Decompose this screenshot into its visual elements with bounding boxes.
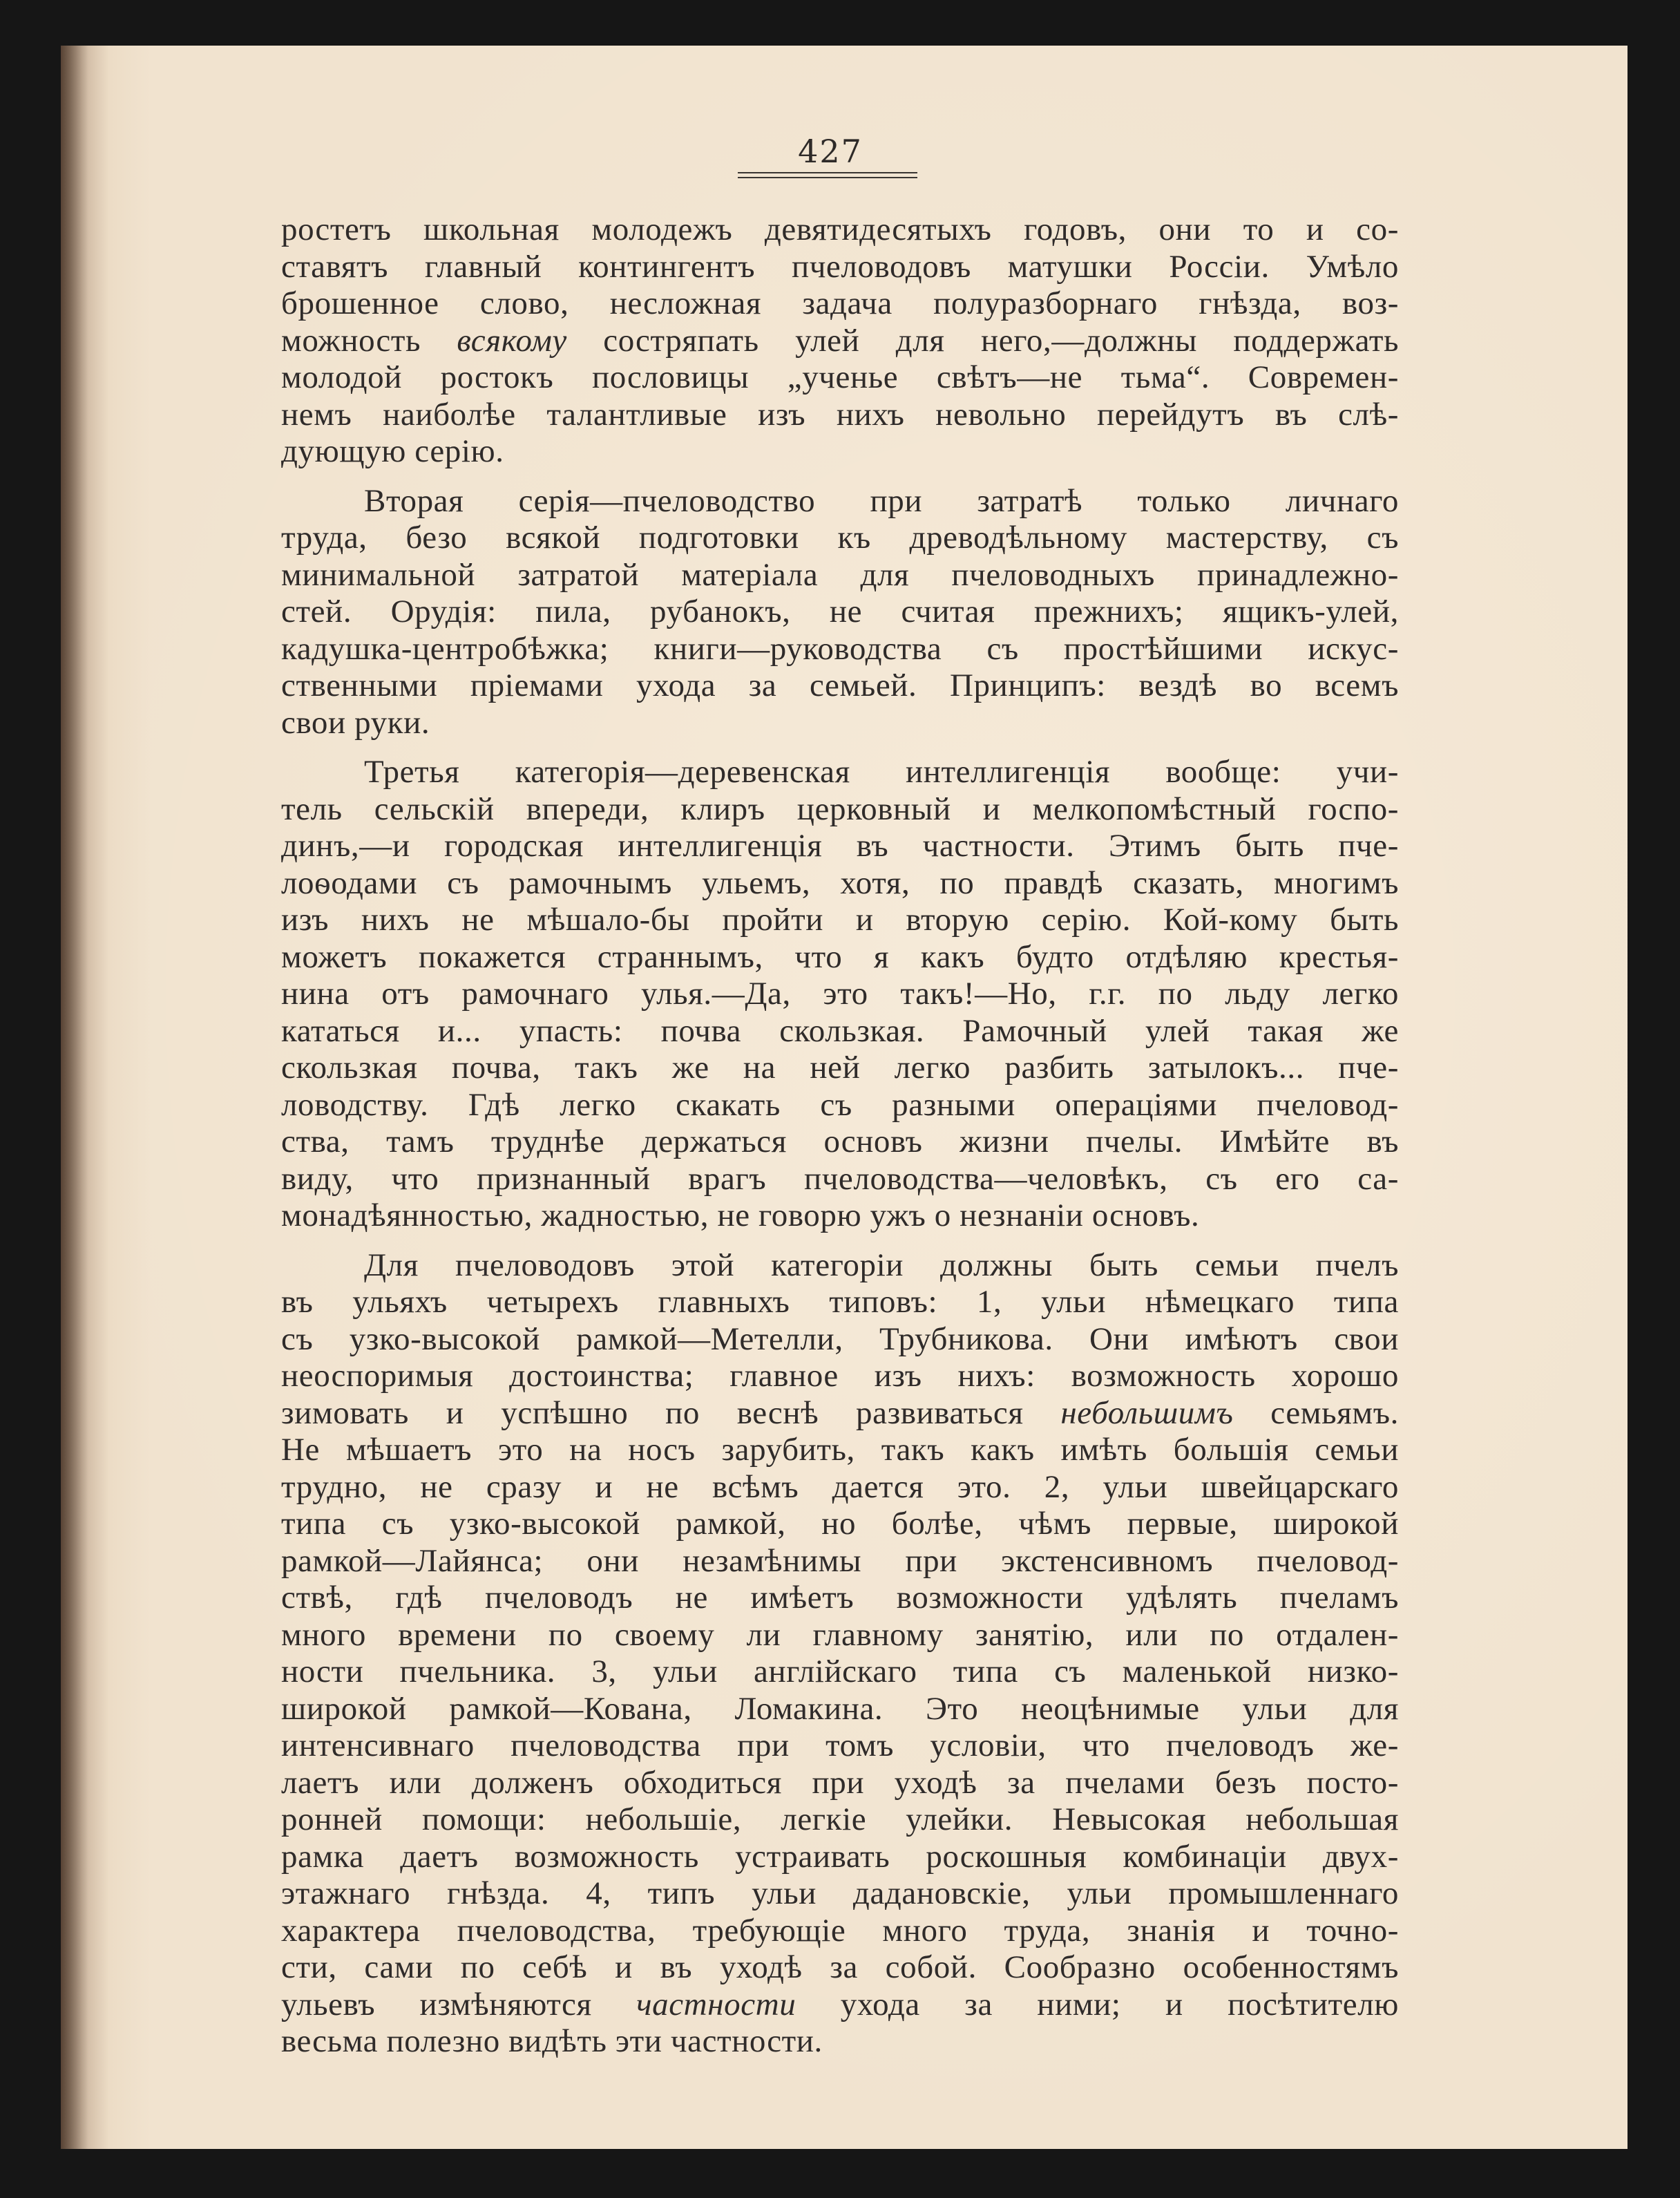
text-line xyxy=(281,1543,1399,1580)
text-line xyxy=(281,631,1399,668)
text-run: много времени по своему ли главному занятію, или по отдален- xyxy=(281,1616,1399,1653)
text-run: Не мѣшаетъ это на носъ зарубить, такъ какъ имѣть большія семьи xyxy=(281,1432,1399,1468)
text-run: Третья категорія—деревенская интеллигенція вообще: учи- xyxy=(364,754,1399,790)
text-run: брошенное слово, несложная задача полуразборнаго гнѣзда, воз- xyxy=(281,285,1399,321)
text-run: ства, тамъ труднѣе держаться основъ жизни пчелы. Имѣйте въ xyxy=(281,1124,1399,1159)
text-run: рамкой—Лайянса; они незамѣнимы при экстенсивномъ пчеловод- xyxy=(281,1542,1399,1579)
page-gutter-shadow xyxy=(61,46,88,2149)
text-line xyxy=(281,1161,1399,1198)
text-run: ронней помощи: небольшіе, легкіе улейки. Невысокая небольшая xyxy=(281,1801,1399,1837)
text-run: трудно, не сразу и не всѣмъ дается это. 2, ульи швейцарскаго xyxy=(281,1468,1399,1505)
page-number-rule xyxy=(738,172,917,178)
text-line xyxy=(281,1839,1399,1876)
text-run: ставятъ главный контингентъ пчеловодовъ матушки Россіи. Умѣло xyxy=(281,248,1399,285)
text-run: минимальной затратой матеріала для пчеловодныхъ принадлежно- xyxy=(281,556,1399,593)
italic-emphasis: небольшимъ xyxy=(1060,1394,1234,1431)
text-line xyxy=(281,754,1399,791)
paragraph xyxy=(281,754,1399,1235)
text-line xyxy=(281,1432,1399,1469)
text-line xyxy=(281,1875,1399,1913)
text-run: свои руки. xyxy=(281,704,430,741)
text-run: ульевъ измѣняются xyxy=(281,1986,637,2022)
text-line xyxy=(281,359,1399,397)
text-line xyxy=(281,939,1399,976)
text-line xyxy=(281,667,1399,705)
text-line xyxy=(281,323,1399,360)
paragraph xyxy=(281,211,1399,471)
text-run: рамка даетъ возможность устраивать роскошныя комбинаціи двух- xyxy=(281,1838,1399,1875)
text-run: ухода за ними; и посѣтителю xyxy=(796,1986,1399,2022)
text-run: состряпать улей для него,—должны поддержать xyxy=(566,322,1399,359)
text-line xyxy=(281,1913,1399,1950)
text-run: весьма полезно видѣть эти частности. xyxy=(281,2023,823,2059)
text-run: ростетъ школьная молодежъ девятидесятыхъ годовъ, они то и со- xyxy=(281,211,1399,247)
text-run: типа съ узко-высокой рамкой, но болѣе, чѣмъ первые, широкой xyxy=(281,1506,1399,1542)
text-line xyxy=(281,1949,1399,1987)
text-line xyxy=(281,1987,1399,2024)
text-run: Для пчеловодовъ этой категоріи должны быть семьи пчелъ xyxy=(364,1247,1399,1283)
text-run: лоѳодами съ рамочнымъ ульемъ, хотя, по правдѣ сказать, многимъ xyxy=(281,864,1399,901)
text-line xyxy=(281,865,1399,902)
text-run: виду, что признанный врагъ пчеловодства—человѣкъ, съ его са- xyxy=(281,1160,1399,1197)
text-line xyxy=(281,285,1399,323)
text-run: молодой ростокъ пословицы „ученье свѣтъ—не тьма“. Современ- xyxy=(281,359,1399,395)
text-line xyxy=(281,433,1399,471)
text-run: дующую серію. xyxy=(281,433,504,469)
text-run: сти, сами по себѣ и въ уходѣ за собой. Сообразно особенностямъ xyxy=(281,1949,1399,1985)
text-line xyxy=(281,557,1399,594)
text-run: семьямъ. xyxy=(1233,1394,1399,1431)
paragraph xyxy=(281,1247,1399,2060)
italic-emphasis: частности xyxy=(636,1986,796,2022)
text-run: характера пчеловодства, требующіе много труда, знанія и точно- xyxy=(281,1912,1399,1949)
text-run: ственными пріемами ухода за семьей. Принципъ: вездѣ во всемъ xyxy=(281,667,1399,703)
text-line xyxy=(281,1654,1399,1691)
text-run: монадѣянностью, жадностью, не говорю ужъ о незнаніи основъ. xyxy=(281,1197,1200,1233)
text-line xyxy=(281,520,1399,557)
text-line xyxy=(281,1284,1399,1321)
text-run: можетъ покажется страннымъ, что я какъ будто отдѣляю крестья- xyxy=(281,938,1399,975)
text-line xyxy=(281,791,1399,828)
text-line xyxy=(281,594,1399,631)
body-text xyxy=(281,211,1399,2060)
text-run: широкой рамкой—Кована, Ломакина. Это неоцѣнимые ульи для xyxy=(281,1690,1399,1727)
text-line xyxy=(281,1358,1399,1395)
text-line xyxy=(281,705,1399,742)
text-line xyxy=(281,397,1399,434)
text-line xyxy=(281,1506,1399,1543)
text-line xyxy=(281,976,1399,1013)
text-run: лаетъ или долженъ обходиться при уходѣ за пчелами безъ посто- xyxy=(281,1764,1399,1801)
text-line xyxy=(281,1801,1399,1839)
text-run: ствѣ, гдѣ пчеловодъ не имѣетъ возможности удѣлять пчеламъ xyxy=(281,1580,1399,1616)
text-run: немъ наиболѣе талантливые изъ нихъ невольно перейдутъ въ слѣ- xyxy=(281,396,1399,433)
text-run: тель сельскій впереди, клиръ церковный и мелкопомѣстный госпо- xyxy=(281,790,1399,827)
text-run: изъ нихъ не мѣшало-бы пройти и вторую серію. Кой-кому быть xyxy=(281,902,1399,938)
text-line xyxy=(281,249,1399,286)
text-line xyxy=(281,1247,1399,1285)
text-line xyxy=(281,1727,1399,1765)
text-line xyxy=(281,1469,1399,1506)
text-run: скользкая почва, такъ же на ней легко разбить затылокъ... пче- xyxy=(281,1050,1399,1086)
text-line xyxy=(281,1691,1399,1728)
text-run: неоспоримыя достоинства; главное изъ нихъ: возможность хорошо xyxy=(281,1358,1399,1394)
text-run: этажнаго гнѣзда. 4, типъ ульи дадановскіе, ульи промышленнаго xyxy=(281,1875,1399,1911)
text-line xyxy=(281,1617,1399,1654)
text-run: въ ульяхъ четырехъ главныхъ типовъ: 1, ульи нѣмецкаго типа xyxy=(281,1284,1399,1320)
text-run: кадушка-центробѣжка; книги—руководства съ простѣйшими искус- xyxy=(281,630,1399,667)
text-line xyxy=(281,1087,1399,1124)
paragraph xyxy=(281,483,1399,742)
text-line xyxy=(281,902,1399,939)
text-line xyxy=(281,1124,1399,1161)
text-line xyxy=(281,2023,1399,2060)
text-run: труда, безо всякой подготовки къ древодѣльному мастерству, съ xyxy=(281,520,1399,556)
text-run: стей. Орудія: пила, рубанокъ, не считая прежнихъ; ящикъ-улей, xyxy=(281,594,1399,629)
text-run: интенсивнаго пчеловодства при томъ условіи, что пчеловодъ же- xyxy=(281,1727,1399,1763)
text-line xyxy=(281,1765,1399,1802)
text-line xyxy=(281,483,1399,520)
text-line xyxy=(281,1050,1399,1087)
text-line xyxy=(281,1013,1399,1050)
text-line xyxy=(281,1321,1399,1358)
text-line xyxy=(281,211,1399,249)
text-run: съ узко-высокой рамкой—Метелли, Трубникова. Они имѣютъ свои xyxy=(281,1320,1399,1357)
text-run: ности пчельника. 3, ульи англійскаго типа съ маленькой низко- xyxy=(281,1654,1399,1689)
page-number: 427 xyxy=(798,133,863,170)
text-line xyxy=(281,1197,1399,1235)
text-run: ловодству. Гдѣ легко скакать съ разными операціями пчеловод- xyxy=(281,1086,1399,1123)
italic-emphasis: всякому xyxy=(457,322,567,359)
text-run: можность xyxy=(281,322,457,359)
text-run: динъ,—и городская интеллигенція въ частности. Этимъ быть пче- xyxy=(281,828,1399,864)
text-line xyxy=(281,1395,1399,1432)
text-run: Вторая серія—пчеловодство при затратѣ только личнаго xyxy=(364,482,1399,519)
text-line xyxy=(281,1580,1399,1617)
text-run: зимовать и успѣшно по веснѣ развиваться xyxy=(281,1394,1061,1431)
text-line xyxy=(281,828,1399,865)
text-run: кататься и... упасть: почва скользкая. Рамочный улей такая же xyxy=(281,1012,1399,1049)
text-run: нина отъ рамочнаго улья.—Да, это такъ!—Но, г.г. по льду легко xyxy=(281,976,1399,1012)
